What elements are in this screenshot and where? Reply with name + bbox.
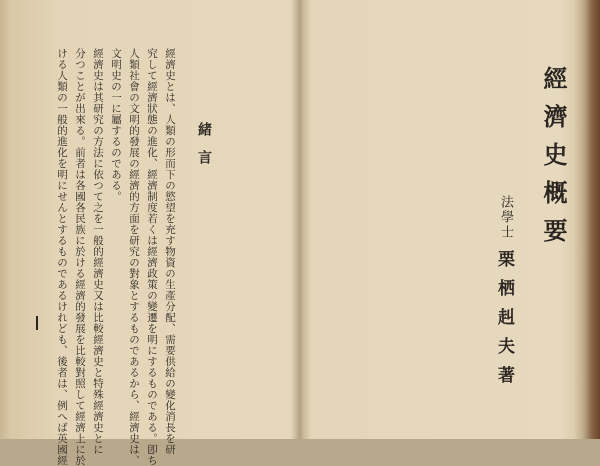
body-column: 文明史の一に屬するのである。: [110, 48, 122, 202]
section-heading: 緒言: [196, 122, 212, 178]
page-edge: [574, 0, 600, 439]
right-page: [300, 0, 600, 439]
body-column: ける人類の一般的進化を明にせんとするものであるけれども、後者は、例へば英國經: [56, 48, 68, 466]
author-degree: 法學士: [498, 195, 513, 240]
book-title: 經濟史概要: [539, 66, 568, 256]
body-column: 人類社會の文明的發展の經濟的方面を研究の對象とするものであるから、經濟史は、: [128, 48, 140, 466]
body-column: 分つことが出來る。前者は各國各民族に於ける經濟的發展を比較對照して經濟上に於: [74, 48, 86, 466]
body-column: 經濟史とは、人類の形而下の慾望を充す物資の生產分配、需要供給の變化消長を研: [164, 48, 176, 455]
body-column: 究して經濟狀態の進化、經濟制度若くは經濟政策の變遷を明にするものである。卽ち: [146, 48, 158, 466]
page-mark: [36, 316, 38, 330]
body-column: 經濟史は其研究の方法に依つて之を一般的經濟史又は比較經濟史と特殊經濟史とに: [92, 48, 104, 455]
author-name: 栗栖赳夫著: [494, 250, 514, 395]
